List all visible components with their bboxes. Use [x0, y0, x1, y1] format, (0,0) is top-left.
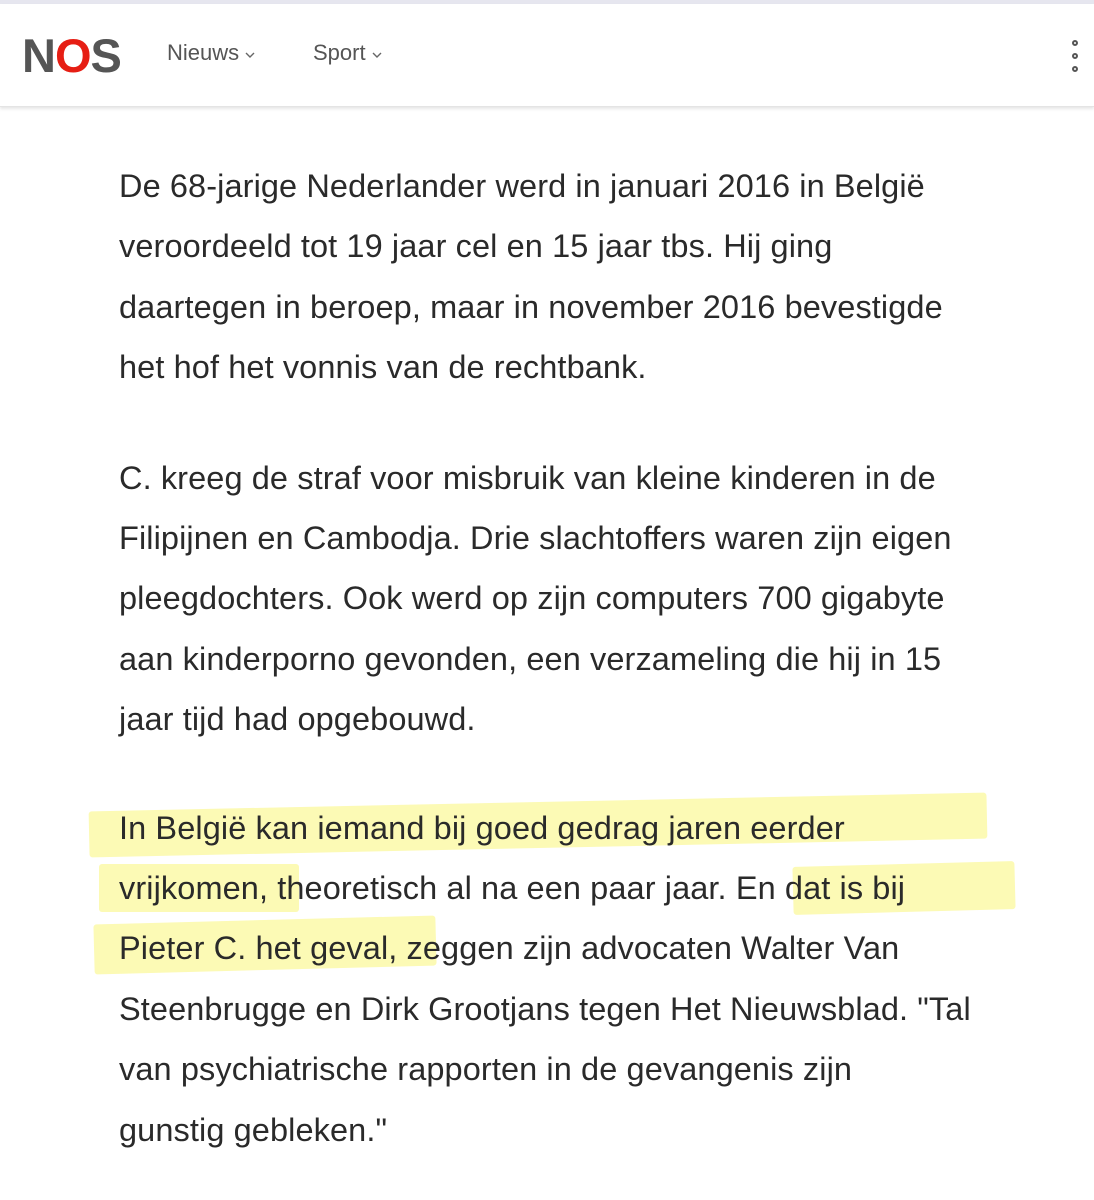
nav-news[interactable]	[167, 40, 255, 66]
menu-dot	[1072, 66, 1078, 72]
text-line: Filipijnen en Cambodja. Drie slachtoffers waren zijn eigen	[119, 520, 952, 557]
text-line: De 68-jarige Nederlander werd in januari 2016 in België	[119, 168, 925, 204]
text-line: C. kreeg de straf voor misbruik van kleine kinderen in de	[119, 459, 936, 496]
text-line: jaar tijd had opgebouwd.	[119, 701, 476, 738]
nav-sport[interactable]	[313, 40, 382, 66]
nos-logo[interactable]	[22, 32, 122, 78]
paragraph	[119, 156, 1079, 398]
text-line: veroordeeld tot 19 jaar cel en 15 jaar tbs. Hij ging	[119, 228, 833, 265]
text-line: het hof het vonnis van de rechtbank.	[119, 349, 647, 386]
text-line: pleegdochters. Ook werd op zijn computers 700 gigabyte	[119, 580, 945, 617]
article-body	[119, 156, 1079, 1160]
logo-text: NOS	[22, 32, 121, 78]
text-line: Pieter C. het geval, zeggen zijn advocaten Walter Van	[119, 930, 900, 967]
text-line: vrijkomen, theoretisch al na een paar jaar. En dat is bij	[119, 870, 906, 907]
nav-sport-label: Sport	[313, 40, 366, 65]
highlighted-paragraph	[119, 798, 1079, 1160]
text-line: gunstig gebleken."	[119, 1111, 388, 1148]
chevron-down-icon	[245, 50, 255, 60]
menu-dot	[1072, 40, 1078, 46]
text-line: van psychiatrische rapporten in de gevangenis zijn	[119, 1051, 853, 1088]
paragraph	[119, 448, 1079, 750]
more-menu-icon[interactable]	[1064, 38, 1088, 78]
site-header	[0, 4, 1094, 107]
text-line: daartegen in beroep, maar in november 2016 bevestigde	[119, 288, 943, 325]
text-line: In België kan iemand bij goed gedrag jaren eerder	[119, 809, 845, 846]
menu-dot	[1072, 53, 1078, 59]
chevron-down-icon	[372, 50, 382, 60]
text-line: aan kinderporno gevonden, een verzameling die hij in 15	[119, 640, 942, 677]
nav-news-label: Nieuws	[167, 40, 240, 65]
text-line: Steenbrugge en Dirk Grootjans tegen Het Nieuwsblad. "Tal	[119, 990, 971, 1027]
